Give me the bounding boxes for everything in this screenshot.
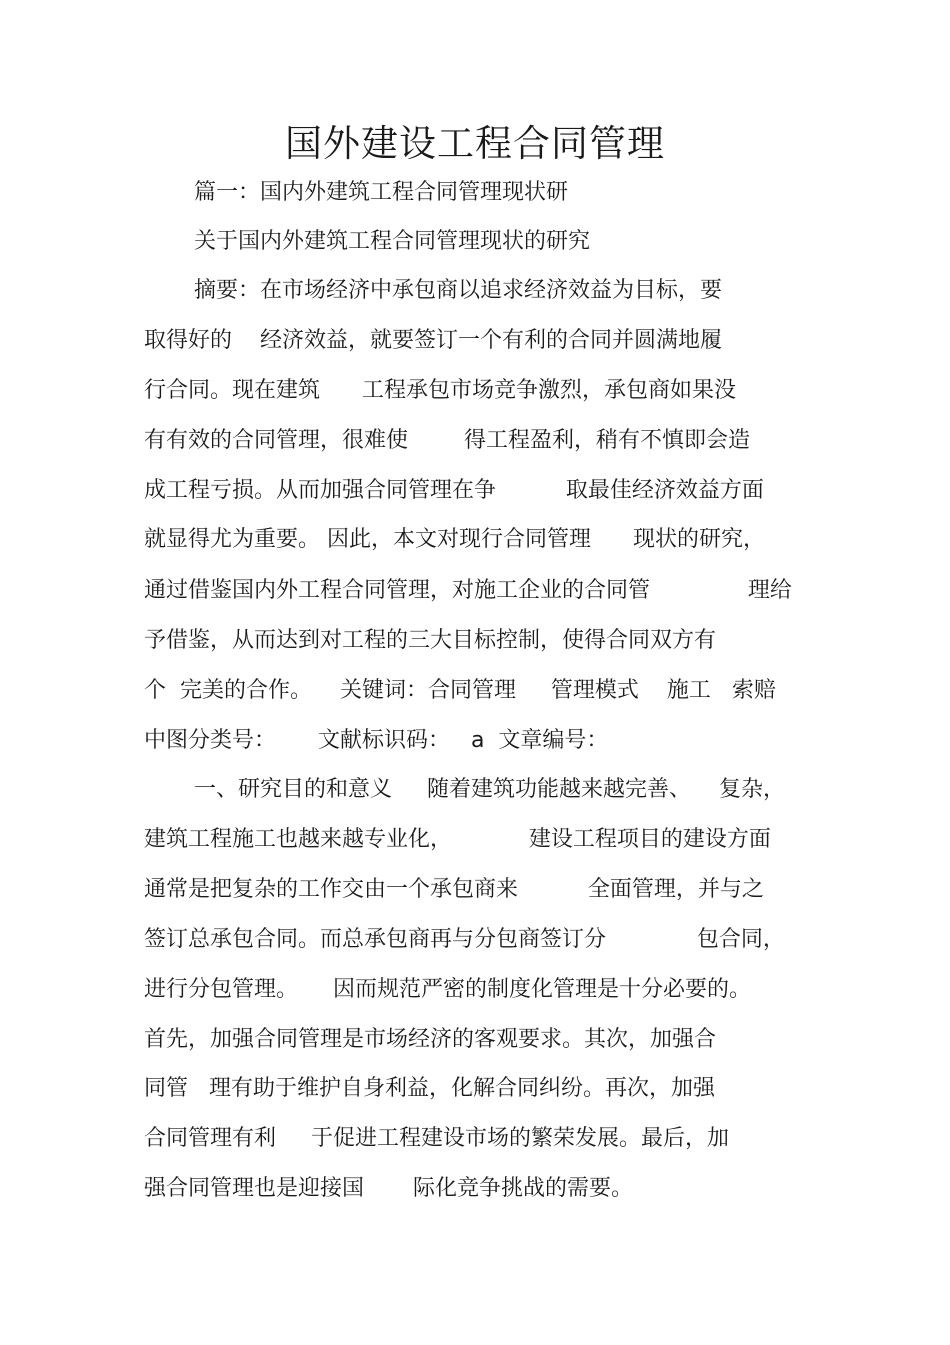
text-line: 一、研究目的和意义 随着建筑功能越来越完善、 复杂， [194, 777, 785, 802]
text-line: 通常是把复杂的工作交由一个承包商来 全面管理，并与之 [144, 877, 764, 902]
text-line: 建筑工程施工也越来越专业化， 建设工程项目的建设方面 [144, 827, 771, 852]
text-line: 进行分包管理。 因而规范严密的制度化管理是十分必要的。 [144, 977, 751, 1002]
text-line: 篇一：国内外建筑工程合同管理现状研 [194, 180, 569, 205]
text-line: 行合同。现在建筑 工程承包市场竞争激烈，承包商如果没 [144, 378, 736, 403]
text-line: 就显得尤为重要。 因此，本文对现行合同管理 现状的研究， [144, 527, 765, 552]
text-line: 中图分类号： 文献标识码： a 文章编号： [144, 728, 609, 753]
text-line: 个 完美的合作。 关键词：合同管理 管理模式 施工 索赔 [144, 678, 776, 703]
text-line: 摘要：在市场经济中承包商以追求经济效益为目标，要 [194, 278, 723, 303]
text-line: 成工程亏损。从而加强合同管理在争 取最佳经济效益方面 [144, 478, 764, 503]
text-line: 同管 理有助于维护自身利益，化解合同纠纷。再次，加强 [144, 1076, 715, 1101]
document-title: 国外建设工程合同管理 [285, 122, 665, 165]
text-line: 签订总承包合同。而总承包商再与分包商签订分 包合同， [144, 927, 785, 952]
text-line: 合同管理有利 于促进工程建设市场的繁荣发展。最后，加 [144, 1126, 729, 1151]
text-line: 首先，加强合同管理是市场经济的客观要求。其次，加强合 [144, 1027, 717, 1052]
text-line: 通过借鉴国内外工程合同管理，对施工企业的合同管 理给 [144, 578, 792, 603]
text-line: 有有效的合同管理，很难使 得工程盈利，稍有不慎即会造 [144, 428, 750, 453]
text-line: 取得好的 经济效益，就要签订一个有利的合同并圆满地履 [144, 328, 722, 353]
text-line: 强合同管理也是迎接国 际化竞争挑战的需要。 [144, 1176, 633, 1201]
text-line: 关于国内外建筑工程合同管理现状的研究 [194, 229, 591, 254]
text-line: 予借鉴，从而达到对工程的三大目标控制，使得合同双方有 [144, 628, 717, 653]
